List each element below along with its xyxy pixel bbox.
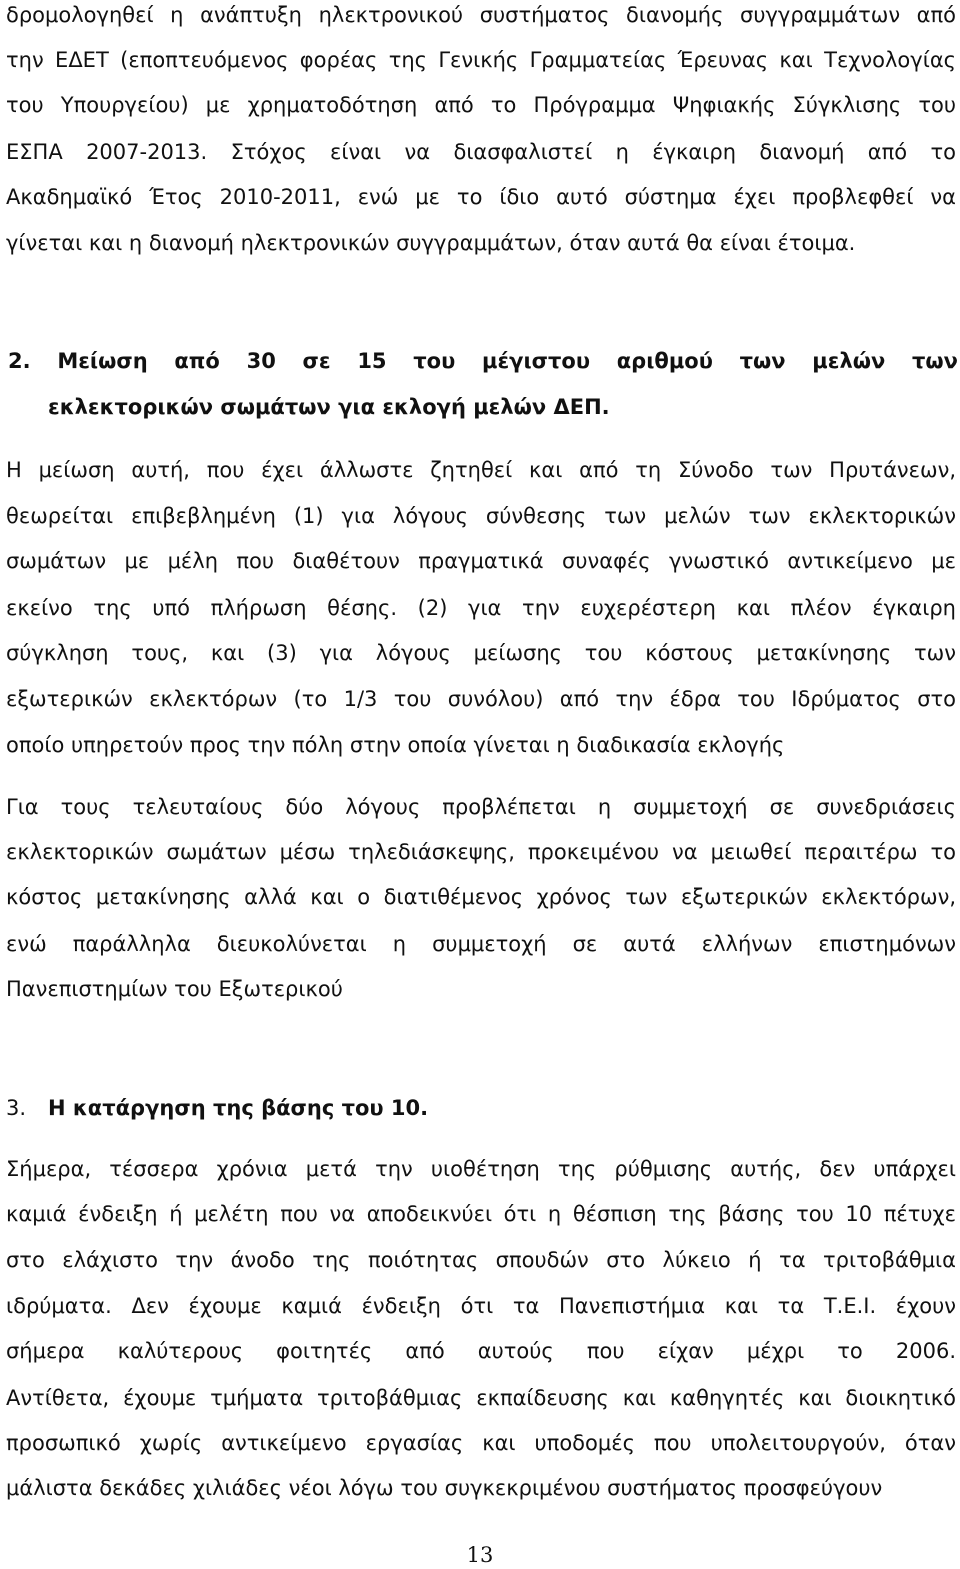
text-line: Ακαδημαϊκό Έτος 2010-2011, ενώ με το ίδιο αυτό σύστημα έχει προβλεφθεί να	[6, 185, 956, 209]
text-line: Σήμερα, τέσσερα χρόνια μετά την υιοθέτηση της ρύθμισης αυτής, δεν υπάρχει	[6, 1157, 956, 1181]
text-line: γίνεται και η διανομή ηλεκτρονικών συγγραμμάτων, όταν αυτά θα είναι έτοιμα.	[6, 231, 856, 255]
section-number: 3.	[6, 1096, 27, 1120]
section-heading-line: 2. Μείωση από 30 σε 15 του μέγιστου αριθμού των μελών των	[8, 349, 958, 373]
page-number: 13	[466, 1543, 494, 1567]
text-line: του Υπουργείου) με χρηματοδότηση από το Πρόγραμμα Ψηφιακής Σύγκλισης του	[6, 93, 956, 117]
text-line: εξωτερικών εκλεκτόρων (το 1/3 του συνόλου) από την έδρα του Ιδρύματος στο	[6, 687, 956, 711]
text-line: στο ελάχιστο την άνοδο της ποιότητας σπουδών στο λύκειο ή τα τριτοβάθμια	[6, 1248, 956, 1272]
section-heading: Η κατάργηση της βάσης του 10.	[48, 1096, 429, 1120]
text-line: ιδρύματα. Δεν έχουμε καμιά ένδειξη ότι τα Πανεπιστήμια και τα Τ.Ε.Ι. έχουν	[6, 1294, 956, 1318]
text-line: Η μείωση αυτή, που έχει άλλωστε ζητηθεί και από τη Σύνοδο των Πρυτάνεων,	[6, 458, 956, 482]
text-line: Πανεπιστημίων του Εξωτερικού	[6, 977, 343, 1001]
text-line: την ΕΔΕΤ (εποπτευόμενος φορέας της Γενικής Γραμματείας Έρευνας και Τεχνολογίας	[6, 48, 956, 72]
text-line: οποίο υπηρετούν προς την πόλη στην οποία γίνεται η διαδικασία εκλογής	[6, 733, 785, 757]
text-line: σύγκληση τους, και (3) για λόγους μείωσης του κόστους μετακίνησης των	[6, 641, 956, 665]
text-line: εκείνο της υπό πλήρωση θέσης. (2) για την ευχερέστερη και πλέον έγκαιρη	[6, 596, 956, 620]
text-line: σήμερα καλύτερους φοιτητές από αυτούς που είχαν μέχρι το 2006.	[6, 1339, 956, 1363]
text-line: δρομολογηθεί η ανάπτυξη ηλεκτρονικού συστήματος διανομής συγγραμμάτων από	[6, 3, 956, 27]
text-line: προσωπικό χωρίς αντικείμενο εργασίας και υποδομές που υπολειτουργούν, όταν	[6, 1431, 956, 1455]
section-heading-line: εκλεκτορικών σωμάτων για εκλογή μελών ΔΕΠ.	[48, 395, 610, 419]
text-line: μάλιστα δεκάδες χιλιάδες νέοι λόγω του συγκεκριμένου συστήματος προσφεύγουν	[6, 1476, 883, 1500]
text-line: καμιά ένδειξη ή μελέτη που να αποδεικνύει ότι η θέσπιση της βάσης του 10 πέτυχε	[6, 1202, 956, 1226]
text-line: κόστος μετακίνησης αλλά και ο διατιθέμενος χρόνος των εξωτερικών εκλεκτόρων,	[6, 885, 956, 909]
text-line: ενώ παράλληλα διευκολύνεται η συμμετοχή σε αυτά ελλήνων επιστημόνων	[6, 932, 956, 956]
text-line: Αντίθετα, έχουμε τμήματα τριτοβάθμιας εκπαίδευσης και καθηγητές και διοικητικό	[6, 1386, 956, 1410]
text-line: ΕΣΠΑ 2007-2013. Στόχος είναι να διασφαλιστεί η έγκαιρη διανομή από το	[6, 140, 956, 164]
text-line: θεωρείται επιβεβλημένη (1) για λόγους σύνθεσης των μελών των εκλεκτορικών	[6, 504, 956, 528]
text-line: Για τους τελευταίους δύο λόγους προβλέπεται η συμμετοχή σε συνεδριάσεις	[6, 795, 956, 819]
text-line: εκλεκτορικών σωμάτων μέσω τηλεδιάσκεψης, προκειμένου να μειωθεί περαιτέρω το	[6, 840, 956, 864]
text-line: σωμάτων με μέλη που διαθέτουν πραγματικά συναφές γνωστικό αντικείμενο με	[6, 549, 956, 573]
